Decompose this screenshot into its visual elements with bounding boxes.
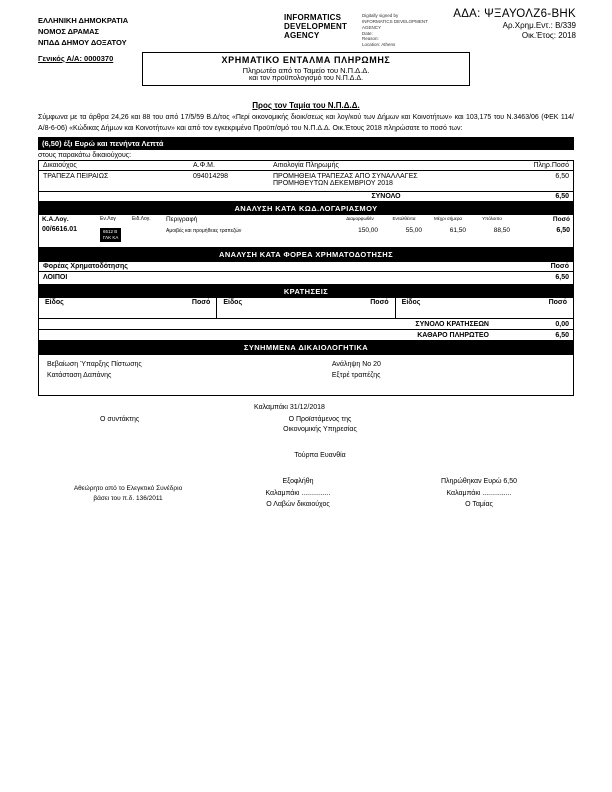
col-header-reason: Αιτιολογία Πληρωμής xyxy=(273,161,339,169)
signature-detail-line: Date: xyxy=(362,30,373,36)
beneficiary-table-header xyxy=(39,161,573,171)
beneficiary-name: ΤΡΑΠΕΖΑ ΠΕΙΡΑΙΩΣ xyxy=(43,172,109,180)
author-signature-label: Ο συντάκτης xyxy=(100,415,140,423)
net-payable-label: ΚΑΘΑΡΟ ΠΛΗΡΩΤΕΟ xyxy=(417,331,489,339)
document-title: ΧΡΗΜΑΤΙΚΟ ΕΝΤΑΛΜΑ ΠΛΗΡΩΜΗΣ xyxy=(221,55,391,65)
paid-amount-line: Πληρώθηκαν Ευρώ 6,50 xyxy=(440,477,518,485)
col-header-account-code: Κ.Α.Λογ. xyxy=(42,216,69,223)
section-bar-deductions: ΚΡΑΤΗΣΕΙΣ xyxy=(38,285,574,298)
col-header-afm: Α.Φ.Μ. xyxy=(193,161,215,169)
attachment-item: Βεβαίωση Ύπαρξης Πίστωσης xyxy=(47,360,142,368)
ledger-code-cell xyxy=(100,226,166,244)
place-and-date: Καλαμπάκι 31/12/2018 xyxy=(254,403,325,411)
audit-note-line: βάσει του π.δ. 136/2011 xyxy=(93,494,163,502)
recipient-label: Ο Λαβών δικαιούχος xyxy=(266,500,330,508)
beneficiaries-intro: στους παρακάτω δικαιούχους: xyxy=(38,151,132,159)
head-of-finance-label xyxy=(260,415,380,435)
col-header-amount: Ποσό xyxy=(370,299,389,306)
treasurer-label: Ο Ταμίας xyxy=(465,500,493,508)
net-payable-value: 6,50 xyxy=(555,331,569,339)
recipient-place-line: Καλαμπάκι ............... xyxy=(265,489,331,497)
deduction-empty-pair xyxy=(395,307,573,318)
attachments-right-column xyxy=(332,359,381,385)
deductions-total-label: ΣΥΝΟΛΟ ΚΡΑΤΗΣΕΩΝ xyxy=(415,320,489,328)
payment-reason-line: ΠΡΟΜΗΘΕΙΑ ΤΡΑΠΕΖΑΣ ΑΠΟ ΣΥΝΑΛΛΑΓΕΣ xyxy=(273,172,418,180)
paid-off-label: Εξοφλήθη xyxy=(282,477,314,485)
attachment-item: Κατάσταση Δαπάνης xyxy=(47,371,112,379)
authority-line-prefecture: ΝΟΜΟΣ ΔΡΑΜΑΣ xyxy=(38,26,100,36)
account-code: 00/6616.01 xyxy=(42,226,78,233)
table-row xyxy=(39,272,573,284)
deductions-empty-row xyxy=(39,307,573,318)
payment-reason-line: ΠΡΟΜΗΘΕΥΤΩΝ ΔΕΚΕΜΒΡΙΟΥ 2018 xyxy=(273,179,393,187)
authority-line-republic: ΕΛΛΗΝΙΚΗ ΔΗΜΟΚΡΑΤΙΑ xyxy=(38,16,129,25)
to-date-value: 61,50 xyxy=(449,227,466,234)
col-header-en-log: Εν.Λογ xyxy=(100,216,116,222)
col-header-amount: Ποσό xyxy=(548,299,567,306)
ledger-code-line: 6512 Β xyxy=(103,229,118,235)
col-header-amount: Ποσό xyxy=(552,216,570,223)
col-header-balance: Υπόλοιπο xyxy=(482,216,502,221)
deduction-header-pair xyxy=(395,298,573,307)
col-header-funding-source: Φορέας Χρηματοδότησης xyxy=(43,262,128,270)
section-bar-funding-analysis: ΑΝΑΛΥΣΗ ΚΑΤΑ ΦΟΡΕΑ ΧΡΗΜΑΤΟΔΟΤΗΣΗΣ xyxy=(38,248,574,261)
treasurer-signature-block xyxy=(394,478,564,508)
document-body xyxy=(38,101,574,538)
col-header-kind: Είδος xyxy=(401,299,421,306)
payment-amount: 6,50 xyxy=(555,172,569,180)
audit-exemption-note xyxy=(48,484,208,504)
deductions-table-header xyxy=(39,298,573,307)
account-analysis-table xyxy=(38,214,574,248)
col-header-eid-log: Ειδ.Λογ. xyxy=(132,216,151,222)
col-header-beneficiary: Δικαιούχος xyxy=(43,161,77,169)
signature-detail-line: Location: Athens xyxy=(362,42,396,48)
col-header-kind: Είδος xyxy=(45,299,64,306)
deduction-header-pair xyxy=(216,298,394,307)
account-table-header xyxy=(39,215,573,224)
general-serial-number: Γενικός Α/Α: 0000370 xyxy=(38,53,114,63)
net-payable-row xyxy=(39,329,573,340)
funding-source-name: ΛΟΙΠΟΙ xyxy=(43,273,68,281)
ordered-value: 55,00 xyxy=(405,227,422,234)
audit-note-line: Αθεώρητο από το Ελεγκτικό Συνέδριο xyxy=(73,484,183,492)
col-header-amount: Ποσό xyxy=(550,262,569,270)
funding-source-table xyxy=(38,261,574,285)
total-amount: 6,50 xyxy=(555,192,569,200)
digital-signature-stamp xyxy=(284,13,442,48)
account-amount: 6,50 xyxy=(556,227,570,234)
section-bar-account-analysis: ΑΝΑΛΥΣΗ ΚΑΤΑ ΚΩΔ.ΛΟΓΑΡΙΑΣΜΟΥ xyxy=(38,202,574,215)
payment-reason xyxy=(273,173,499,187)
ledger-code-badge xyxy=(100,228,121,242)
balance-value: 88,50 xyxy=(493,227,510,234)
table-row xyxy=(39,171,573,191)
signature-detail-line: Reason: xyxy=(362,36,379,42)
signatory-name: Τούρπα Ευανθία xyxy=(294,451,346,459)
authority-line-entity: ΝΠΔΔ ΔΗΜΟΥ ΔΟΞΑΤΟΥ xyxy=(38,37,127,47)
funding-table-header xyxy=(39,262,573,272)
deduction-empty-pair xyxy=(216,307,394,318)
amount-in-words-bar: (6,50) έξι Ευρώ και πενήντα Λεπτά xyxy=(38,137,574,150)
ada-code: ΑΔΑ: ΨΞΑΥΟΛΖ6-ΒΗΚ xyxy=(453,8,576,20)
beneficiary-afm: 094014298 xyxy=(193,172,229,180)
addressee-line: Προς τον Ταμία του Ν.Π.Δ.Δ. xyxy=(252,101,360,110)
table-row xyxy=(39,224,573,247)
attachments-box xyxy=(38,354,574,396)
document-title-box xyxy=(142,52,470,86)
issuing-authority-block xyxy=(38,16,128,65)
col-header-ordered: Ενταλθέντα xyxy=(392,216,416,221)
account-description: Αμοιβές και προμήθειες τραπεζών xyxy=(166,228,242,234)
treasurer-place-line: Καλαμπάκι ............... xyxy=(446,489,512,497)
col-header-budgeted: Διαμορφωθέν xyxy=(346,216,374,221)
deductions-table xyxy=(38,297,574,341)
deductions-total-row xyxy=(39,318,573,329)
fiscal-year: Οικ.Έτος: 2018 xyxy=(521,31,576,40)
signature-detail-line: Digitally signed by xyxy=(362,13,399,18)
head-of-finance-line: Οικονομικής Υπηρεσίας xyxy=(283,425,357,433)
deductions-total-value: 0,00 xyxy=(555,320,569,328)
funding-amount: 6,50 xyxy=(555,273,569,281)
deduction-empty-pair xyxy=(39,307,216,318)
beneficiary-total-row xyxy=(39,191,573,201)
signature-agency-name: INFORMATICS DEVELOPMENT AGENCY xyxy=(284,13,348,41)
section-bar-attachments: ΣΥΝΗΜΜΕΝΑ ΔΙΚΑΙΟΛΟΓΗΤΙΚΑ xyxy=(38,341,574,354)
legal-basis-paragraph: Σύμφωνα με τα άρθρα 24,26 και 88 του από 17/5/59 Β.Δ/τος «Περί οικονομικής διοικ/σεως και λογ/κού των Δήμων και Κοινοτήτων» και 103,175 του Ν.3463/06 (ΦΕΚ 114/Α/8-6-06) «Κώδικας Δήμων και Κοινοτήτων» και από τον εγκεκριμένο Προϋπ/σμό του Ν.Π.Δ.Δ. Οικ.Έτους 2018 πληρώσατε το ποσό των: xyxy=(38,114,574,132)
attachment-item: Εξτρέ τραπέζης xyxy=(331,371,381,379)
recipient-signature-block xyxy=(228,478,368,508)
signature-detail-line: INFORMATICS DEVELOPMENT AGENCY xyxy=(362,18,428,30)
ledger-code-line: ΓΛΚ ΚΑ xyxy=(103,235,119,240)
total-label: ΣΥΝΟΛΟ xyxy=(371,192,401,200)
deduction-header-pair xyxy=(39,298,216,307)
col-header-to-date: Μέχρι σήμερα xyxy=(434,216,462,221)
beneficiary-table xyxy=(38,160,574,202)
head-of-finance-line: Ο Προϊστάμενος της xyxy=(288,415,352,423)
col-header-kind: Είδος xyxy=(223,299,243,306)
document-reference-block xyxy=(453,8,576,40)
attachment-item: Ανάληψη Νο 20 xyxy=(331,360,381,368)
col-header-description: Περιγραφή xyxy=(166,216,198,223)
budgeted-value: 150,00 xyxy=(358,227,378,234)
signatures-block xyxy=(38,396,574,478)
col-header-amount: Ποσό xyxy=(191,299,211,306)
attachments-left-column xyxy=(47,359,332,385)
order-number: Αρ.Χρημ.Εντ.: Β/339 xyxy=(502,21,576,30)
signature-details xyxy=(362,13,442,48)
document-subtitle-1: Πληρωτέο από το Ταμείο του Ν.Π.Δ.Δ. xyxy=(242,66,370,75)
footer-block xyxy=(38,478,574,538)
col-header-amount: Πληρ.Ποσό xyxy=(533,161,569,169)
document-subtitle-2: και τον προϋπολογισμό του Ν.Π.Δ.Δ. xyxy=(248,75,364,82)
